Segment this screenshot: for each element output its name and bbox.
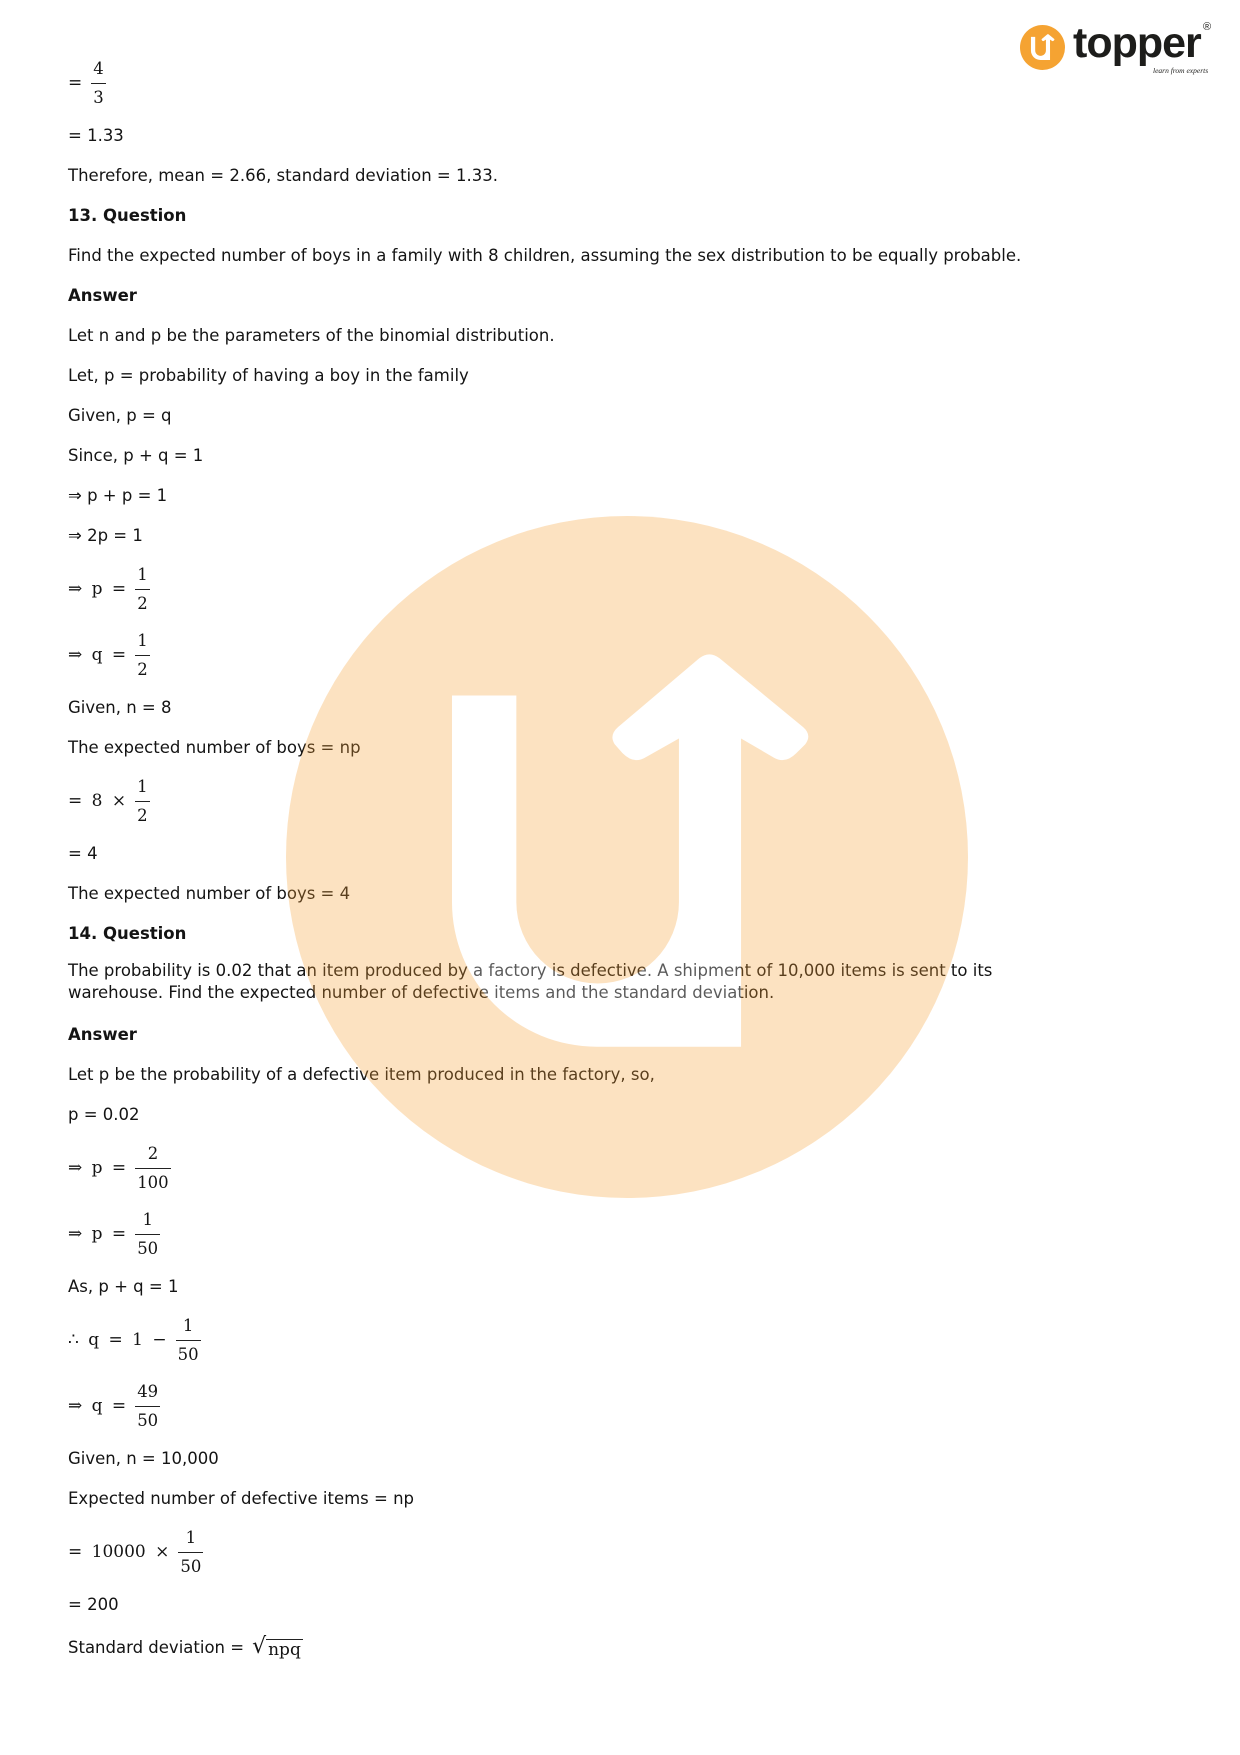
fraction-numerator: 2 (147, 1143, 159, 1163)
question-heading: 14. Question (68, 924, 187, 943)
fraction (135, 627, 150, 684)
fraction-numerator: 1 (185, 1527, 197, 1547)
question-text-line: The probability is 0.02 that an item produced by a factory is defective. A shipment of 10,000 items is sent to its (68, 961, 993, 980)
fraction-denominator: 50 (178, 1552, 203, 1581)
math-prefix: = 10000 × (68, 1542, 170, 1562)
fraction (135, 1140, 171, 1197)
math-line (68, 1519, 1188, 1585)
text-line: Given, n = 8 (68, 698, 172, 717)
text-line: The expected number of boys = np (68, 738, 361, 757)
document-body (68, 50, 1188, 1669)
math-prefix: ∴ q = 1 − (68, 1330, 167, 1350)
question-text (68, 954, 1188, 1015)
fraction-numerator: 1 (137, 564, 148, 584)
math-line (68, 1307, 1188, 1373)
math-prefix: ⇒ q = (68, 1396, 127, 1416)
answer-heading: Answer (68, 286, 137, 305)
math-prefix: = 8 × (68, 791, 127, 811)
fraction-numerator: 4 (93, 58, 104, 78)
text-line: Given, p = q (68, 406, 172, 425)
math-prefix: ⇒ p = (68, 579, 127, 599)
text-line: ⇒ p + p = 1 (68, 486, 168, 505)
math-line (68, 1201, 1188, 1267)
math-line (68, 622, 1188, 688)
fraction (135, 1206, 160, 1263)
fraction (91, 55, 106, 112)
text-line: Let n and p be the parameters of the binomial distribution. (68, 326, 555, 345)
math-prefix: ⇒ p = (68, 1224, 127, 1244)
fraction-numerator: 1 (142, 1209, 153, 1229)
radicand: npq (268, 1639, 301, 1660)
text-line: As, p + q = 1 (68, 1277, 179, 1296)
text-line: Since, p + q = 1 (68, 446, 204, 465)
fraction (135, 1378, 160, 1435)
math-line (68, 50, 1188, 116)
text-line: The expected number of boys = 4 (68, 884, 351, 903)
fraction-numerator: 49 (137, 1381, 159, 1401)
brand-tagline: learn from experts (1153, 66, 1209, 75)
fraction (178, 1524, 203, 1581)
radical-sign: √ (252, 1634, 267, 1659)
fraction-denominator: 2 (135, 655, 150, 684)
question-heading: 13. Question (68, 206, 187, 225)
math-prefix: ⇒ p = (68, 1158, 127, 1178)
fraction-numerator: 1 (137, 776, 148, 796)
fraction-denominator: 2 (135, 801, 150, 830)
text-line: Given, n = 10,000 (68, 1449, 219, 1468)
fraction-denominator: 50 (135, 1406, 160, 1435)
text-line: = 200 (68, 1595, 119, 1614)
fraction-denominator: 100 (135, 1168, 171, 1197)
fraction-denominator: 50 (176, 1340, 201, 1369)
question-text-line: warehouse. Find the expected number of defective items and the standard deviation. (68, 983, 775, 1002)
sqrt-line (68, 1625, 1188, 1669)
math-line (68, 556, 1188, 622)
fraction-numerator: 1 (137, 630, 148, 650)
text-line: = 4 (68, 844, 98, 863)
math-prefix: ⇒ q = (68, 645, 127, 665)
question-text: Find the expected number of boys in a family with 8 children, assuming the sex distribution to be equally probable. (68, 246, 1022, 265)
math-line (68, 1373, 1188, 1439)
text-line: Let p be the probability of a defective item produced in the factory, so, (68, 1065, 655, 1084)
text-line: ⇒ 2p = 1 (68, 526, 143, 545)
brand-name: topper (1073, 19, 1201, 67)
fraction-denominator: 50 (135, 1234, 160, 1263)
text-line: = 1.33 (68, 126, 124, 145)
text-line: Let, p = probability of having a boy in the family (68, 366, 469, 385)
answer-heading: Answer (68, 1025, 137, 1044)
fraction (135, 561, 150, 618)
fraction (176, 1312, 201, 1369)
fraction (135, 773, 150, 830)
fraction-denominator: 2 (135, 589, 150, 618)
math-line (68, 1135, 1188, 1201)
text-line: Expected number of defective items = np (68, 1489, 415, 1508)
sqrt-prefix: Standard deviation = (68, 1637, 245, 1657)
text-line: Therefore, mean = 2.66, standard deviation = 1.33. (68, 166, 498, 185)
text-line: p = 0.02 (68, 1105, 140, 1124)
math-prefix: = (68, 73, 83, 93)
math-line (68, 768, 1188, 834)
fraction-numerator: 1 (182, 1315, 194, 1335)
registered-mark: ® (1203, 21, 1212, 33)
fraction-denominator: 3 (91, 83, 106, 112)
